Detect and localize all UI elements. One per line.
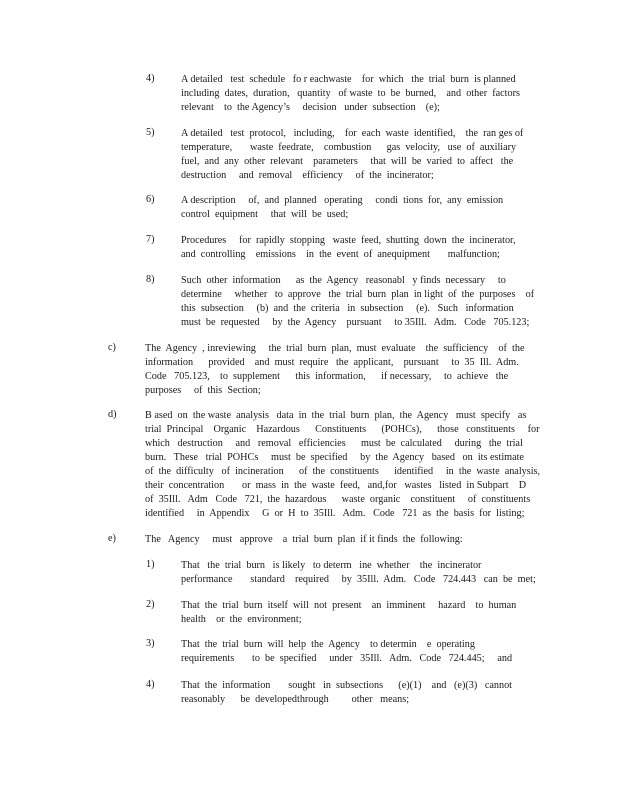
item-marker: d) — [108, 409, 117, 420]
text-line: B ased on the waste analysis data in the trial burn plan, the Agency must specify as — [145, 410, 527, 421]
item-text — [181, 559, 536, 587]
item-text — [145, 409, 540, 521]
text-line: The Agency , inreviewing the trial burn plan, must evaluate the sufficiency of the — [145, 343, 525, 354]
item-text — [181, 599, 516, 627]
text-line: Such other information as the Agency reasonabl y finds necessary to — [181, 275, 506, 286]
item-marker: 1) — [146, 559, 155, 570]
text-line: requirements to be specified under 35Ill. Adm. Code 724.445; and — [181, 653, 513, 664]
text-line: of 35Ill. Adm Code 721, the hazardous waste organic constituent of constituents — [145, 494, 531, 505]
text-line: A detailed test protocol, including, for each waste identified, the ran ges of — [181, 128, 524, 139]
item-text — [181, 679, 512, 707]
text-line: their concentration or mass in the waste feed, and,for wastes listed in Subpart D — [145, 480, 527, 491]
item-marker: 2) — [146, 599, 155, 610]
text-line: information provided and must require the applicant, pursuant to 35 Ill. Adm. — [145, 357, 519, 368]
item-text — [181, 638, 512, 666]
text-line: reasonably be developedthrough other means; — [181, 694, 410, 705]
text-line: That the information sought in subsections (e)(1) and (e)(3) cannot — [181, 680, 513, 691]
item-marker: 4) — [146, 679, 155, 690]
item-text — [181, 234, 516, 262]
text-line: which destruction and removal efficiencies must be calculated during the trial — [145, 438, 523, 449]
item-text — [181, 274, 534, 330]
text-line: A detailed test schedule fo r eachwaste for which the trial burn is planned — [181, 74, 516, 85]
text-line: control equipment that will be used; — [181, 209, 349, 220]
item-marker: 8) — [146, 274, 155, 285]
text-line: trial Principal Organic Hazardous Constituents (POHCs), those constituents for — [145, 424, 540, 435]
item-text — [181, 73, 520, 115]
text-line: relevant to the Agency’s decision under subsection (e); — [181, 102, 440, 113]
text-line: That the trial burn is likely to determ ine whether the incinerator — [181, 560, 482, 571]
text-line: burn. These trial POHCs must be specified by the Agency based on its estimate — [145, 452, 524, 463]
text-line: identified in Appendix G or H to 35Ill. Adm. Code 721 as the basis for listing; — [145, 508, 525, 519]
text-line: of the difficulty of incineration of the constituents identified in the waste analysis, — [145, 466, 541, 477]
item-text — [145, 533, 463, 547]
text-line: this subsection (b) and the criteria in subsection (e). Such information — [181, 303, 514, 314]
text-line: determine whether to approve the trial burn plan in light of the purposes of — [181, 289, 535, 300]
item-text — [181, 127, 523, 183]
text-line: Procedures for rapidly stopping waste feed, shutting down the incinerator, — [181, 235, 516, 246]
text-line: and controlling emissions in the event of anequipment malfunction; — [181, 249, 500, 260]
item-marker: 5) — [146, 127, 155, 138]
text-line: including dates, duration, quantity of waste to be burned, and other factors — [181, 88, 520, 99]
item-marker: 4) — [146, 73, 155, 84]
item-marker: c) — [108, 342, 116, 353]
item-text — [181, 194, 503, 222]
item-marker: 3) — [146, 638, 155, 649]
text-line: Code 705.123, to supplement this information, if necessary, to achieve the — [145, 371, 509, 382]
item-marker: e) — [108, 533, 116, 544]
text-line: The Agency must approve a trial burn plan if it finds the following: — [145, 534, 463, 545]
text-line: must be requested by the Agency pursuant to 35Ill. Adm. Code 705.123; — [181, 317, 530, 328]
text-line: destruction and removal efficiency of the incinerator; — [181, 170, 434, 181]
text-line: health or the environment; — [181, 614, 302, 625]
item-marker: 7) — [146, 234, 155, 245]
item-marker: 6) — [146, 194, 155, 205]
text-line: fuel, and any other relevant parameters that will be varied to affect the — [181, 156, 514, 167]
item-text — [145, 342, 524, 398]
text-line: That the trial burn itself will not present an imminent hazard to human — [181, 600, 517, 611]
text-line: A description of, and planned operating condi tions for, any emission — [181, 195, 504, 206]
text-line: purposes of this Section; — [145, 385, 261, 396]
text-line: temperature, waste feedrate, combustion gas velocity, use of auxiliary — [181, 142, 517, 153]
text-line: That the trial burn will help the Agency to determin e operating — [181, 639, 475, 650]
text-line: performance standard required by 35Ill. Adm. Code 724.443 can be met; — [181, 574, 536, 585]
